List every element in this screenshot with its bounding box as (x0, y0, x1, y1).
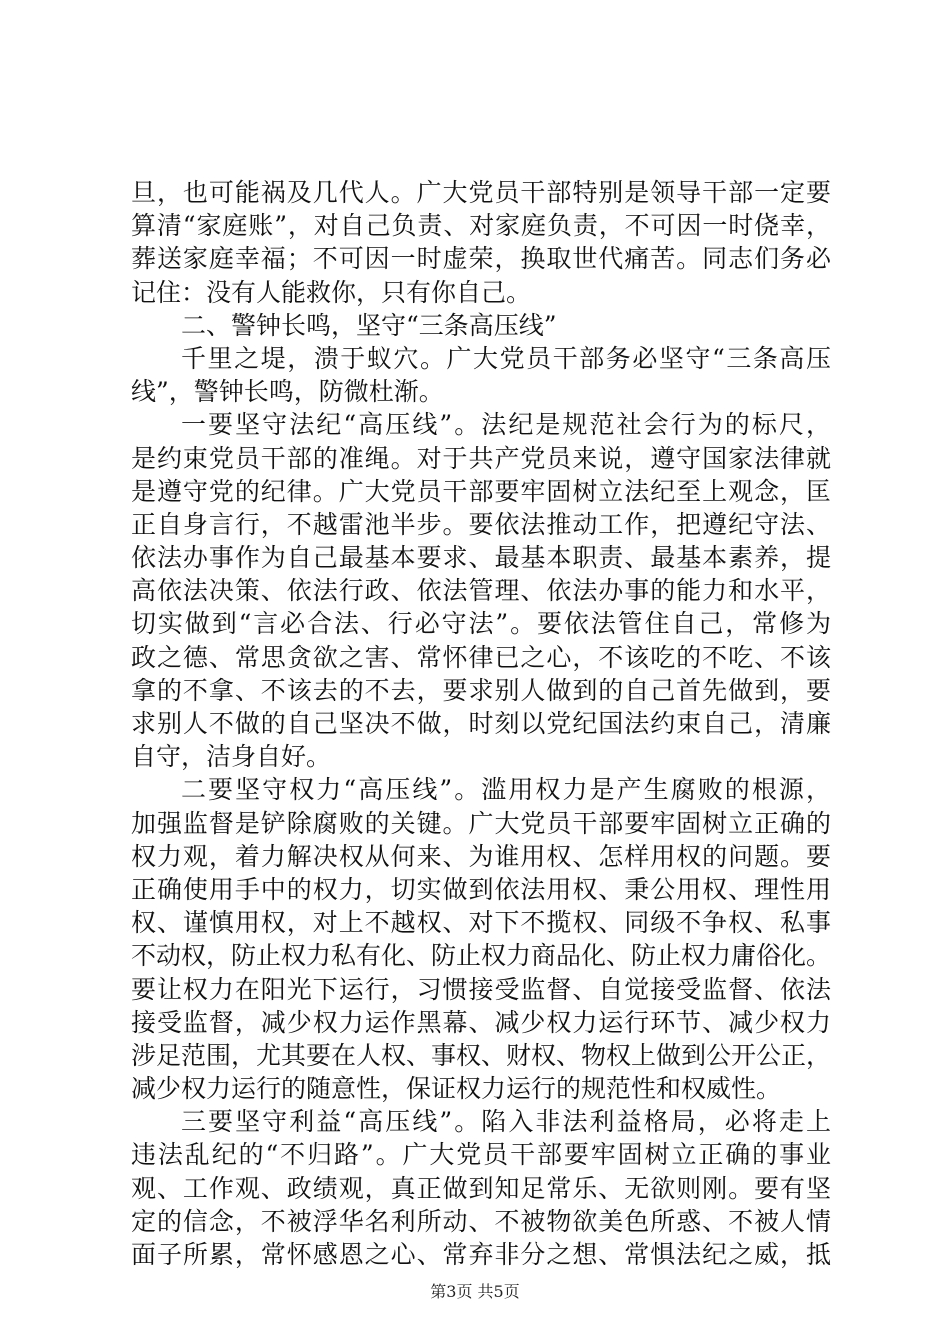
text-line: 违法乱纪的“不归路”。广大党员干部要牢固树立正确的事业 (131, 1140, 831, 1170)
text-line: 面子所累，常怀感恩之心、常弃非分之想、常惧法纪之威，抵 (131, 1240, 831, 1269)
text-line: 拿的不拿、不该去的不去，要求别人做到的自己首先做到，要 (131, 675, 831, 705)
text-line: 接受监督，减少权力运作黑幕、减少权力运行环节、减少权力 (131, 1007, 831, 1037)
text-line: 算清“家庭账”，对自己负责、对家庭负责，不可因一时侥幸， (131, 211, 831, 241)
text-line: 求别人不做的自己坚决不做，时刻以党纪国法约束自己，清廉 (131, 709, 831, 738)
text-line: 权、谨慎用权，对上不越权、对下不揽权、同级不争权、私事 (131, 908, 831, 938)
text-line: 观、工作观、政绩观，真正做到知足常乐、无欲则刚。要有坚 (131, 1173, 831, 1203)
text-line: 二、警钟长鸣，坚守“三条高压线” (181, 310, 557, 340)
text-line: 加强监督是铲除腐败的关键。广大党员干部要牢固树立正确的 (131, 808, 831, 838)
text-line: 正确使用手中的权力，切实做到依法用权、秉公用权、理性用 (131, 874, 831, 904)
text-line: 定的信念，不被浮华名利所动、不被物欲美色所惑、不被人情 (131, 1206, 831, 1236)
text-line: 正自身言行，不越雷池半步。要依法推动工作，把遵纪守法、 (131, 509, 831, 539)
text-line: 要让权力在阳光下运行，习惯接受监督、自觉接受监督、依法 (131, 974, 831, 1004)
text-line: 葬送家庭幸福；不可因一时虚荣，换取世代痛苦。同志们务必 (131, 244, 831, 274)
text-line: 切实做到“言必合法、行必守法”。要依法管住自己，常修为 (131, 609, 831, 639)
text-line: 自守，洁身自好。 (131, 742, 332, 772)
text-line: 千里之堤，溃于蚁穴。广大党员干部务必坚守“三条高压 (181, 343, 831, 373)
text-line: 一要坚守法纪“高压线”。法纪是规范社会行为的标尺， (181, 410, 831, 440)
text-line: 高依法决策、依法行政、依法管理、依法办事的能力和水平， (131, 576, 831, 606)
text-line: 涉足范围，尤其要在人权、事权、财权、物权上做到公开公正， (131, 1040, 832, 1070)
page-number: 第3页 共5页 (430, 1282, 520, 1301)
text-line: 依法办事作为自己最基本要求、最基本职责、最基本素养，提 (131, 543, 831, 573)
text-line: 旦，也可能祸及几代人。广大党员干部特别是领导干部一定要 (131, 178, 831, 207)
text-line: 不动权，防止权力私有化、防止权力商品化、防止权力庸俗化。 (131, 941, 832, 971)
text-line: 线”，警钟长鸣，防微杜渐。 (131, 377, 444, 407)
text-line: 二要坚守权力“高压线”。滥用权力是产生腐败的根源， (181, 775, 831, 805)
text-line: 记住：没有人能救你，只有你自己。 (131, 277, 532, 307)
document-body (131, 176, 831, 1271)
text-line: 减少权力运行的随意性，保证权力运行的规范性和权威性。 (131, 1074, 782, 1104)
text-line: 政之德、常思贪欲之害、常怀律已之心，不该吃的不吃、不该 (131, 642, 831, 672)
text-line: 三要坚守利益“高压线”。陷入非法利益格局，必将走上 (181, 1107, 831, 1137)
text-line: 是遵守党的纪律。广大党员干部要牢固树立法纪至上观念，匡 (131, 476, 831, 506)
text-line: 是约束党员干部的准绳。对于共产党员来说，遵守国家法律就 (131, 443, 831, 473)
text-line: 权力观，着力解决权从何来、为谁用权、怎样用权的问题。要 (131, 841, 831, 871)
